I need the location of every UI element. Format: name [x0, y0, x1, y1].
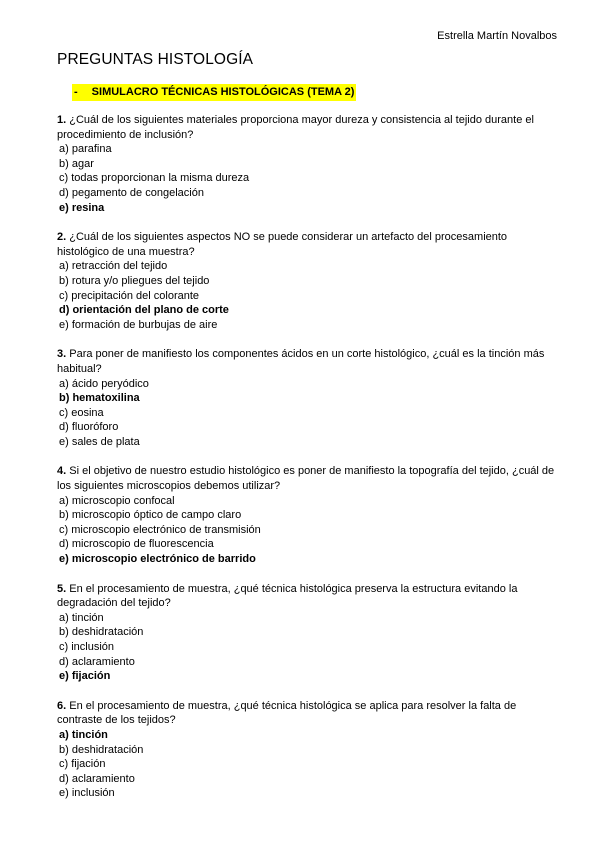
answer-option: c) precipitación del colorante — [59, 289, 200, 302]
section-highlight — [72, 84, 356, 101]
answer-option: e) sales de plata — [59, 435, 140, 448]
question-prompt: ¿Cuál de los siguientes materiales proporciona mayor dureza y consistencia al tejido durante el procedimiento de inclusión? — [57, 114, 534, 141]
question-text — [57, 582, 557, 611]
question-block — [57, 230, 557, 332]
answer-option: e) formación de burbujas de aire — [59, 318, 218, 331]
section-title: SIMULACRO TÉCNICAS HISTOLÓGICAS (TEMA 2) — [91, 86, 355, 98]
question-block — [57, 113, 557, 215]
author-name: Estrella Martín Novalbos — [437, 30, 557, 42]
answer-option: b) microscopio óptico de campo claro — [59, 509, 242, 522]
question-text — [57, 230, 557, 259]
question-number: 4. — [57, 465, 67, 478]
page-title: PREGUNTAS HISTOLOGÍA — [57, 51, 254, 68]
question-text — [57, 113, 557, 142]
question-prompt: ¿Cuál de los siguientes aspectos NO se puede considerar un artefacto del procesamiento histológico de una muestra? — [57, 231, 508, 258]
section-heading — [72, 84, 356, 99]
answer-option: c) eosina — [59, 406, 104, 419]
question-prompt: En el procesamiento de muestra, ¿qué técnica histológica preserva la estructura evitando la degradación del tejido? — [57, 582, 518, 610]
answer-option: b) deshidratación — [59, 626, 144, 639]
answer-option-correct: d) orientación del plano de corte — [59, 304, 229, 317]
answer-option-correct: e) fijación — [59, 670, 111, 683]
answer-option: c) microscopio electrónico de transmisión — [59, 523, 261, 536]
question-text — [57, 464, 557, 493]
question-prompt: Para poner de manifiesto los componentes ácidos en un corte histológico, ¿cuál es la tinción más habitual? — [57, 348, 545, 375]
answer-option-correct: e) microscopio electrónico de barrido — [59, 553, 256, 566]
answer-option: d) pegamento de congelación — [59, 186, 204, 199]
question-block — [57, 464, 557, 566]
answer-option: c) fijación — [59, 758, 106, 771]
answer-option: e) inclusión — [59, 787, 115, 800]
answer-option: d) fluoróforo — [59, 421, 119, 434]
question-number: 3. — [57, 348, 67, 361]
question-list — [57, 113, 557, 816]
question-number: 2. — [57, 231, 67, 244]
answer-option: a) retracción del tejido — [59, 260, 168, 273]
question-number: 5. — [57, 582, 67, 595]
question-text — [57, 699, 557, 728]
question-block — [57, 699, 557, 801]
answer-option: b) rotura y/o pliegues del tejido — [59, 274, 210, 287]
answer-option: a) parafina — [59, 143, 112, 156]
answer-option: d) microscopio de fluorescencia — [59, 538, 214, 551]
question-block — [57, 347, 557, 449]
answer-option: d) aclaramiento — [59, 655, 135, 668]
answer-option-correct: b) hematoxilina — [59, 392, 140, 405]
answer-option: a) tinción — [59, 611, 104, 624]
question-prompt: Si el objetivo de nuestro estudio histológico es poner de manifiesto la topografía del tejido, ¿cuál de los siguientes microscopios debemos utilizar? — [57, 465, 555, 493]
question-prompt: En el procesamiento de muestra, ¿qué técnica histológica se aplica para resolver la falta de contraste de los tejidos? — [57, 699, 517, 727]
answer-option: a) ácido peryódico — [59, 377, 149, 390]
answer-option: d) aclaramiento — [59, 772, 135, 785]
question-number: 6. — [57, 699, 67, 712]
answer-option-correct: a) tinción — [59, 728, 108, 741]
answer-option: a) microscopio confocal — [59, 494, 175, 507]
question-block — [57, 582, 557, 684]
answer-option: b) agar — [59, 157, 94, 170]
question-number: 1. — [57, 114, 67, 126]
answer-option: c) inclusión — [59, 641, 115, 653]
answer-option: b) deshidratación — [59, 743, 144, 756]
answer-option: c) todas proporcionan la misma dureza — [59, 172, 250, 185]
bullet-marker: - — [74, 86, 78, 98]
question-text — [57, 347, 557, 376]
answer-option-correct: e) resina — [59, 201, 105, 214]
